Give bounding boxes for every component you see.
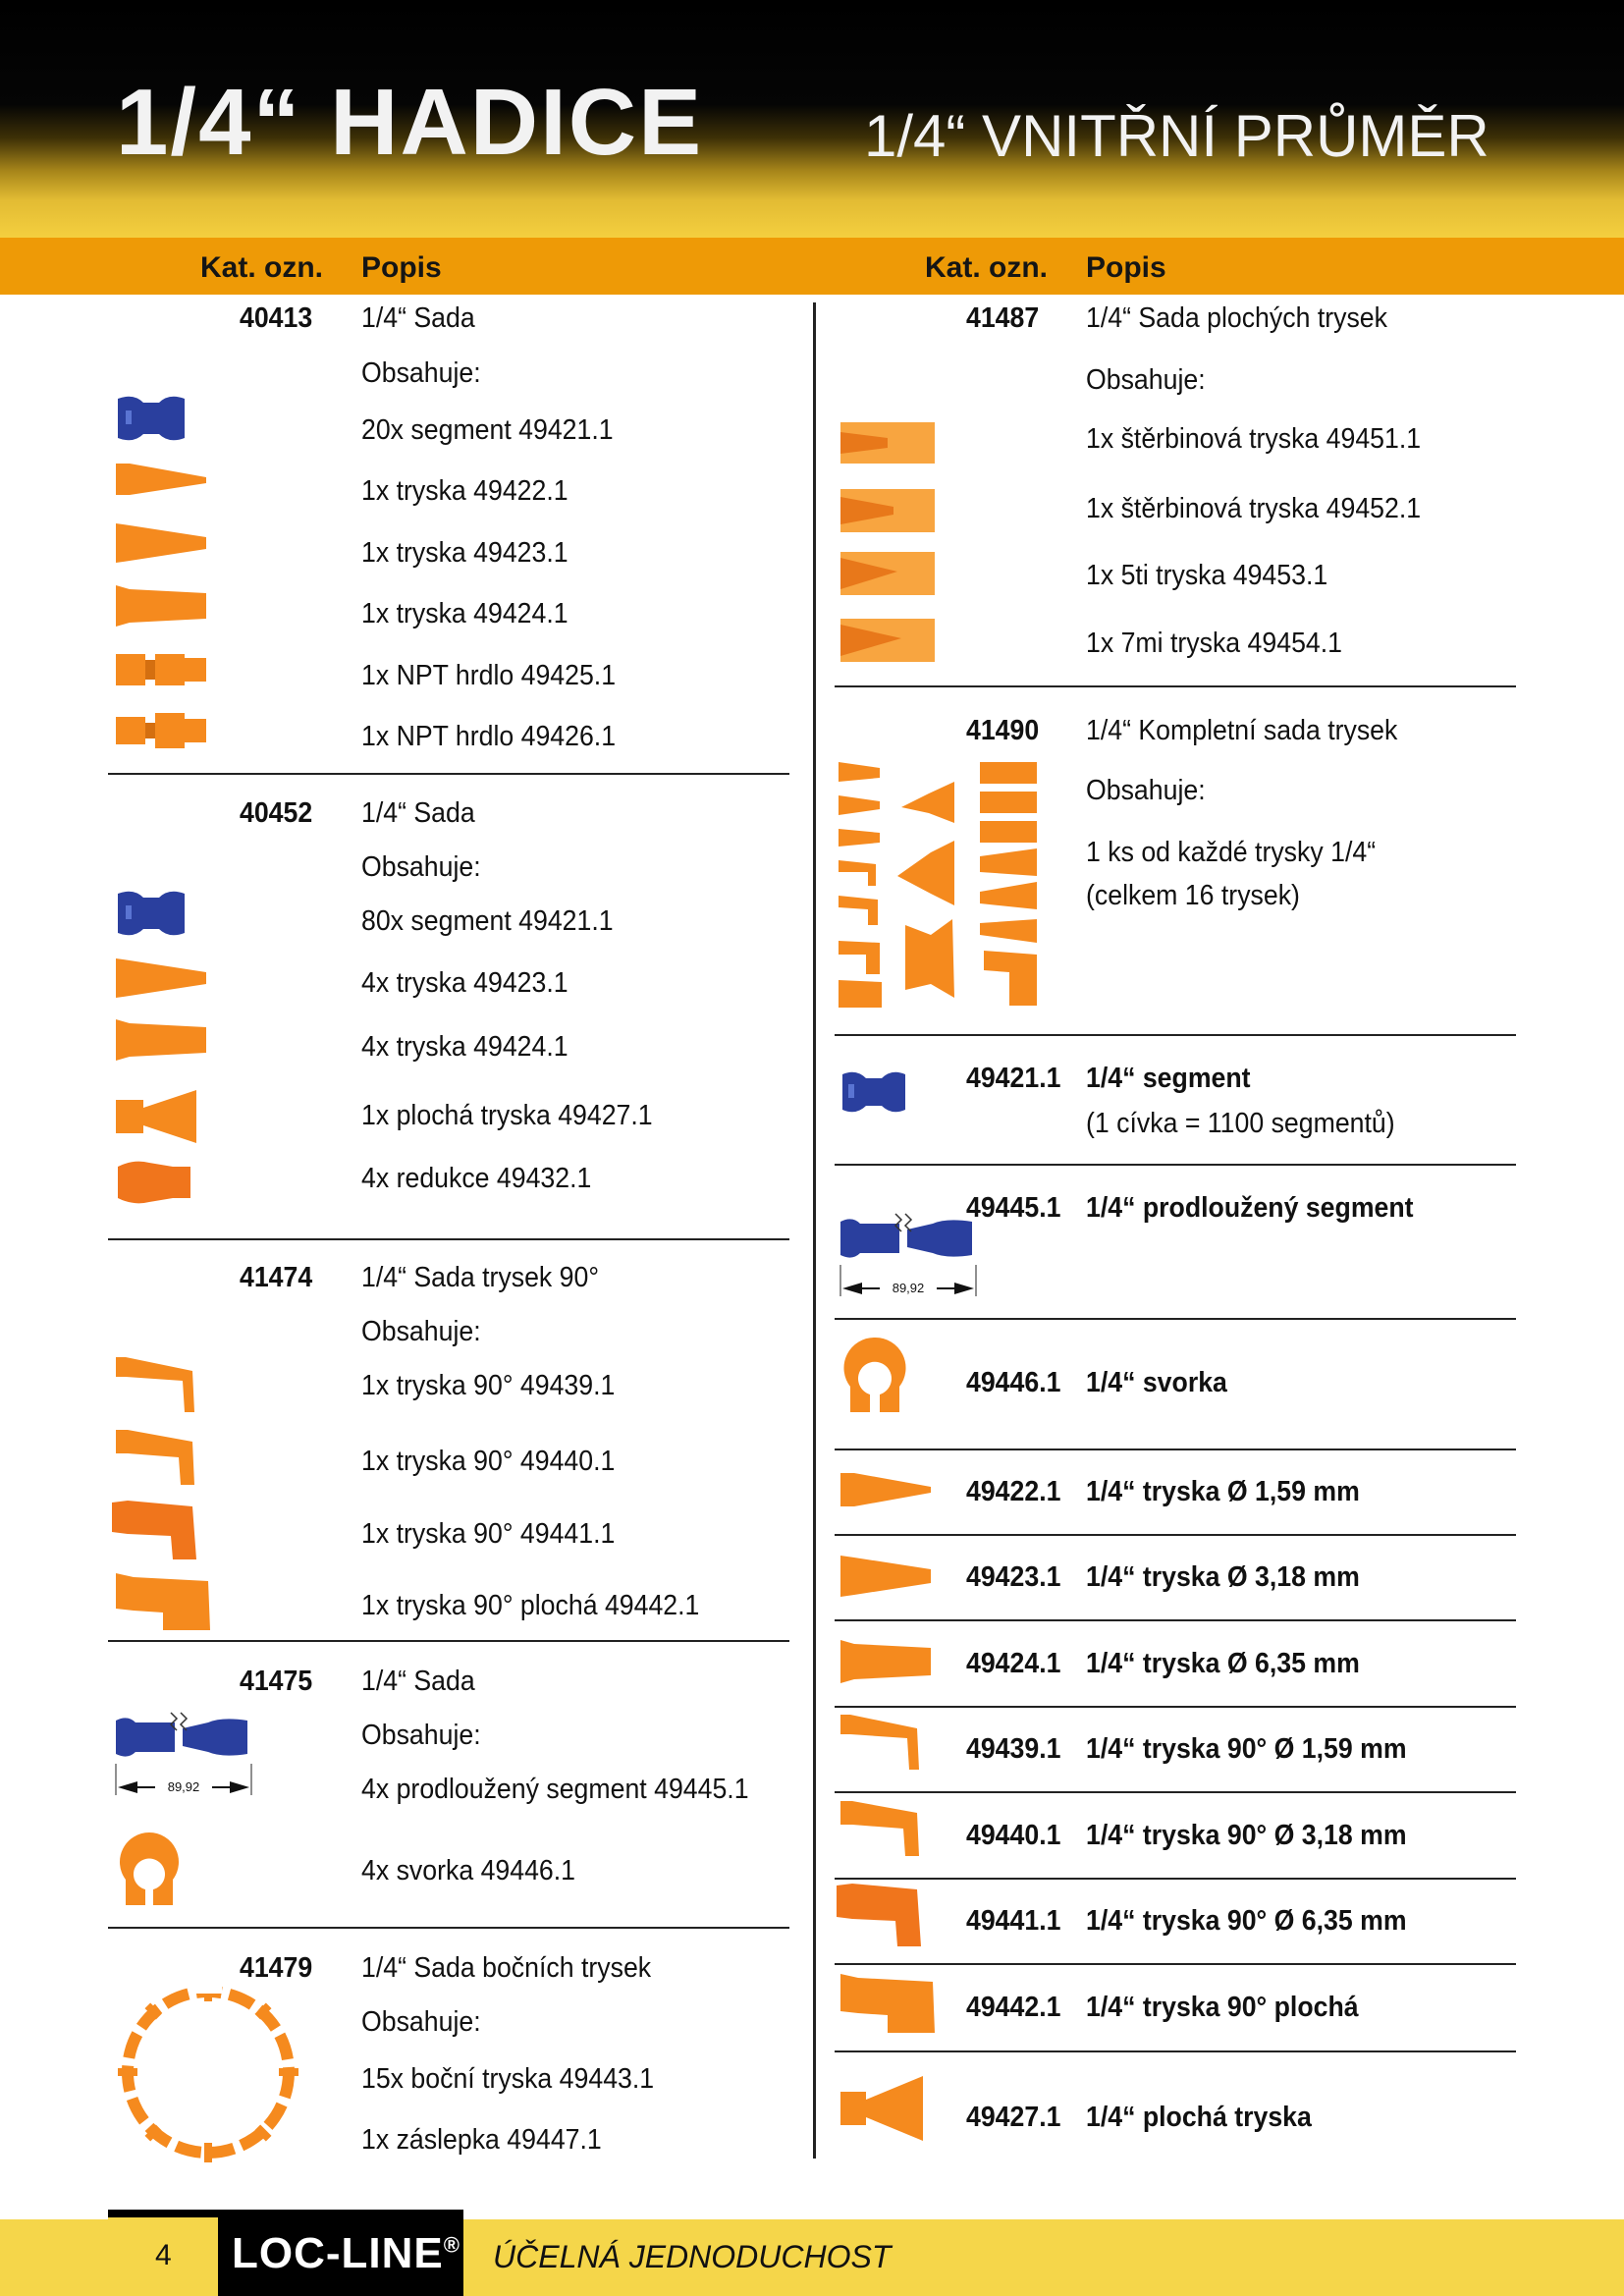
item-line: 4x svorka 49446.1 <box>361 1855 576 1886</box>
elbow-nozzle-icon <box>110 1499 200 1563</box>
item-title: 1/4“ tryska Ø 3,18 mm <box>1086 1561 1360 1593</box>
item-title: 1/4“ Sada plochých trysek <box>1086 302 1387 334</box>
section-divider <box>835 1878 1516 1880</box>
seven-outlet-nozzle-icon <box>839 615 939 666</box>
section-divider <box>835 1706 1516 1708</box>
catalog-code: 49422.1 <box>966 1476 1061 1507</box>
item-line: 1x tryska 90° 49441.1 <box>361 1518 616 1550</box>
catalog-code: 49427.1 <box>966 2102 1061 2133</box>
item-line: (1 cívka = 1100 segmentů) <box>1086 1108 1395 1139</box>
item-line: 1x štěrbinová tryska 49452.1 <box>1086 493 1422 524</box>
item-line: 1x tryska 49422.1 <box>361 475 568 507</box>
item-title: 1/4“ tryska Ø 6,35 mm <box>1086 1648 1360 1679</box>
page-subtitle: 1/4“ VNITŘNÍ PRŮMĚR <box>864 103 1489 169</box>
item-line: Obsahuje: <box>1086 775 1206 806</box>
item-line: Obsahuje: <box>361 357 481 389</box>
section-divider <box>835 1449 1516 1450</box>
item-title: 1/4“ tryska 90° Ø 3,18 mm <box>1086 1820 1407 1851</box>
item-line: Obsahuje: <box>361 2006 481 2038</box>
segment-icon <box>839 1066 909 1118</box>
dimension-label: 89,92 <box>892 1281 925 1295</box>
item-line: 1x tryska 90° 49440.1 <box>361 1446 616 1477</box>
nozzle-icon <box>114 957 208 1000</box>
catalog-code: 49442.1 <box>966 1992 1061 2023</box>
catalog-code: 49441.1 <box>966 1905 1061 1937</box>
elbow-nozzle-icon <box>114 1355 198 1414</box>
item-line: 1x plochá tryska 49427.1 <box>361 1100 653 1131</box>
page-number: 4 <box>155 2239 172 2271</box>
item-line: Obsahuje: <box>361 1720 481 1751</box>
segment-icon <box>114 391 189 446</box>
section-divider <box>108 1640 789 1642</box>
section-divider <box>108 1238 789 1240</box>
section-divider <box>835 1963 1516 1965</box>
brand-logo-text: LOC-LINE <box>232 2229 444 2277</box>
clamp-icon <box>114 1829 185 1909</box>
section-divider <box>108 773 789 775</box>
item-line: 1x štěrbinová tryska 49451.1 <box>1086 423 1422 455</box>
item-line: 4x redukce 49432.1 <box>361 1163 592 1194</box>
item-line: 1x tryska 49423.1 <box>361 537 568 569</box>
catalog-code: 49440.1 <box>966 1820 1061 1851</box>
item-line: (celkem 16 trysek) <box>1086 880 1300 911</box>
item-title: 1/4“ Sada <box>361 797 475 829</box>
col-code-left: Kat. ozn. <box>200 251 323 284</box>
col-code-right: Kat. ozn. <box>925 251 1048 284</box>
extended-segment-icon <box>839 1208 978 1302</box>
section-divider <box>835 2050 1516 2052</box>
npt-fitting-icon <box>114 650 208 689</box>
item-line: 1x tryska 90° plochá 49442.1 <box>361 1590 700 1621</box>
page-title: 1/4“ HADICE <box>116 70 704 175</box>
item-title: 1/4“ tryska 90° Ø 1,59 mm <box>1086 1733 1407 1765</box>
nozzle-icon <box>839 1638 933 1685</box>
section-divider <box>835 1034 1516 1036</box>
npt-fitting-icon <box>114 711 208 750</box>
item-line: 1x tryska 90° 49439.1 <box>361 1370 616 1401</box>
item-line: 1 ks od každé trysky 1/4“ <box>1086 837 1377 868</box>
catalog-code: 41479 <box>240 1952 313 1984</box>
item-line: 1x tryska 49424.1 <box>361 598 568 629</box>
elbow-nozzle-icon <box>835 1882 925 1950</box>
side-nozzle-ring-icon <box>110 1974 310 2166</box>
column-divider <box>813 302 816 2159</box>
item-line: 4x tryska 49423.1 <box>361 967 568 999</box>
item-line: 1x NPT hrdlo 49426.1 <box>361 721 617 752</box>
nozzle-assortment-icon <box>837 758 1043 1013</box>
nozzle-icon <box>114 521 208 565</box>
item-line: Obsahuje: <box>361 851 481 883</box>
section-divider <box>835 1619 1516 1621</box>
item-line: 1x 5ti tryska 49453.1 <box>1086 560 1328 591</box>
item-line: 1x NPT hrdlo 49425.1 <box>361 660 617 691</box>
catalog-code: 40452 <box>240 797 313 829</box>
item-title: 1/4“ tryska 90° plochá <box>1086 1992 1359 2023</box>
tagline: ÚČELNÁ JEDNODUCHOST <box>493 2239 892 2274</box>
catalog-code: 41474 <box>240 1262 313 1293</box>
registered-mark: ® <box>443 2232 460 2258</box>
item-line: 20x segment 49421.1 <box>361 414 614 446</box>
catalog-code: 49446.1 <box>966 1367 1061 1398</box>
item-line: 15x boční tryska 49443.1 <box>361 2063 655 2095</box>
item-title: 1/4“ plochá tryska <box>1086 2102 1312 2133</box>
catalog-code: 41487 <box>966 302 1040 334</box>
extended-segment-icon <box>114 1707 253 1801</box>
flat-elbow-nozzle-icon <box>839 1972 937 2035</box>
nozzle-icon <box>114 460 208 499</box>
nozzle-icon <box>114 583 208 629</box>
item-title: 1/4“ svorka <box>1086 1367 1227 1398</box>
item-title: 1/4“ Sada bočních trysek <box>361 1952 652 1984</box>
section-divider <box>835 685 1516 687</box>
nozzle-icon <box>839 1554 933 1599</box>
section-divider <box>835 1164 1516 1166</box>
flat-elbow-nozzle-icon <box>114 1571 212 1632</box>
item-line: 1x 7mi tryska 49454.1 <box>1086 628 1343 659</box>
reducer-icon <box>114 1157 194 1208</box>
section-divider <box>835 1791 1516 1793</box>
nozzle-icon <box>114 1017 208 1063</box>
item-title: 1/4“ tryska Ø 1,59 mm <box>1086 1476 1360 1507</box>
clamp-icon <box>839 1334 911 1416</box>
dimension-label: 89,92 <box>167 1779 200 1794</box>
flat-nozzle-icon <box>114 1088 198 1145</box>
section-divider <box>108 1927 789 1929</box>
catalog-code: 49439.1 <box>966 1733 1061 1765</box>
item-title: 1/4“ Kompletní sada trysek <box>1086 715 1398 746</box>
catalog-code: 49423.1 <box>966 1561 1061 1593</box>
segment-icon <box>114 886 189 941</box>
catalog-code: 41490 <box>966 715 1040 746</box>
item-line: 4x tryska 49424.1 <box>361 1031 568 1063</box>
item-title: 1/4“ tryska 90° Ø 6,35 mm <box>1086 1905 1407 1937</box>
catalog-code: 49445.1 <box>966 1192 1061 1224</box>
item-title: 1/4“ Sada <box>361 1666 475 1697</box>
brand-logo <box>232 2229 460 2278</box>
catalog-code: 49424.1 <box>966 1648 1061 1679</box>
item-title: 1/4“ prodloužený segment <box>1086 1192 1414 1224</box>
item-line: 80x segment 49421.1 <box>361 905 614 937</box>
section-divider <box>835 1318 1516 1320</box>
catalog-code: 41475 <box>240 1666 313 1697</box>
item-line: 4x prodloužený segment 49445.1 <box>361 1774 749 1805</box>
item-line: 1x záslepka 49447.1 <box>361 2124 602 2156</box>
elbow-nozzle-icon <box>839 1713 923 1772</box>
item-line: Obsahuje: <box>361 1316 481 1347</box>
item-title: 1/4“ Sada trysek 90° <box>361 1262 600 1293</box>
section-divider <box>835 1534 1516 1536</box>
item-line: Obsahuje: <box>1086 364 1206 396</box>
col-desc-left: Popis <box>361 251 442 284</box>
nozzle-icon <box>839 1469 933 1510</box>
catalog-code: 49421.1 <box>966 1063 1061 1094</box>
item-title: 1/4“ Sada <box>361 302 475 334</box>
slot-nozzle-icon <box>839 485 939 536</box>
elbow-nozzle-icon <box>114 1428 198 1489</box>
slot-nozzle-icon <box>839 418 939 467</box>
item-title: 1/4“ segment <box>1086 1063 1251 1094</box>
flat-nozzle-icon <box>839 2074 925 2143</box>
col-desc-right: Popis <box>1086 251 1166 284</box>
catalog-code: 40413 <box>240 302 313 334</box>
elbow-nozzle-icon <box>839 1799 923 1860</box>
five-outlet-nozzle-icon <box>839 548 939 599</box>
